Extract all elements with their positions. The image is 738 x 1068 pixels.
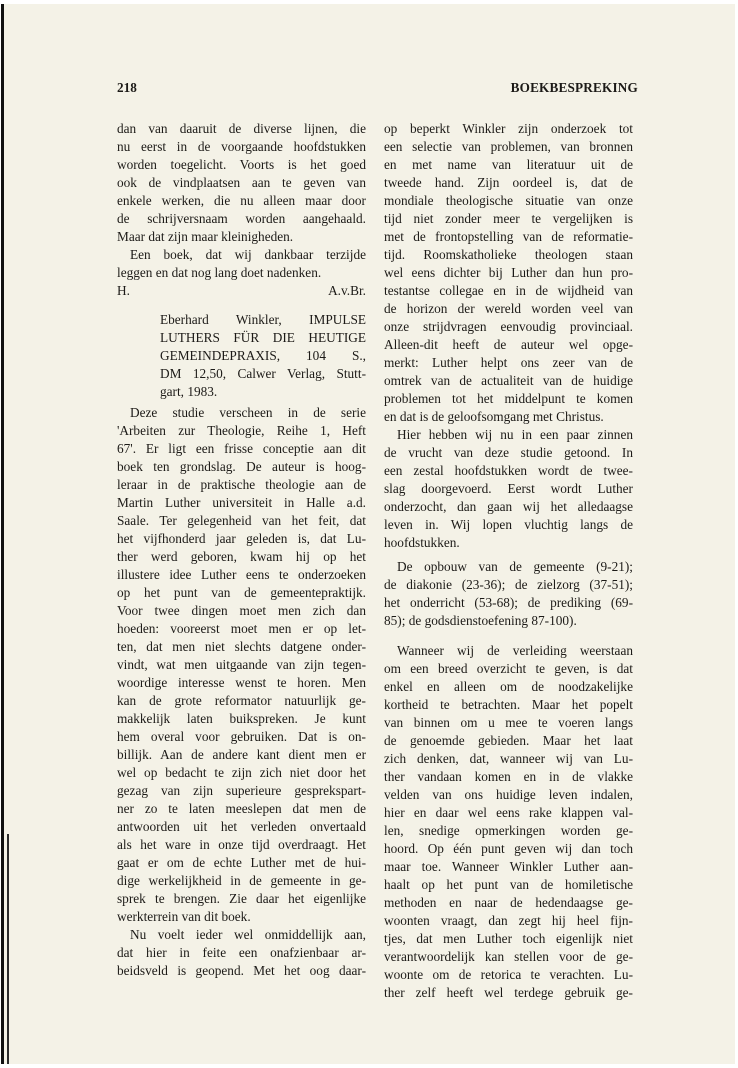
text-line: wel eens dichter bij Luther dan hun pro- (384, 265, 633, 280)
text-line: tijd niet zonder meer te vergelijken is (384, 211, 633, 226)
text-line: dige werkelijkheid in de gemeente in ge- (117, 873, 366, 888)
paragraph (117, 926, 366, 980)
text-line: enkel en alleen om de noodzakelijke (384, 679, 633, 694)
paragraph (384, 426, 633, 552)
text-line: hier en daar wel eens rake klappen val- (384, 805, 633, 820)
text-line: Martin Luther universiteit in Halle a.d. (117, 495, 366, 510)
text-line: Een boek, dat wij dankbaar terzijde (130, 247, 366, 262)
text-line: Voor twee dingen moet men zich dan (117, 603, 366, 618)
text-line: een zestal hoofdstukken wordt de twee- (384, 463, 633, 478)
text-line: zich denken, dat, wanneer wij van Lu- (384, 751, 633, 766)
text-line: maar toe. Wanneer Winkler Luther aan- (384, 859, 633, 874)
text-line: en dat is de geloofsomgang met Christus. (384, 409, 604, 424)
text-line: de diakonie (23-36); de zielzorg (37-51); (384, 577, 633, 592)
text-line: hem overal voor gebruiken. Dat is on- (117, 729, 366, 744)
text-line: ook de vindplaatsen aan te geven van (117, 175, 366, 190)
text-line: woordige interesse wenst te horen. Men (117, 675, 366, 690)
text-line: leven in. Wij lopen vluchtig langs de (384, 517, 633, 532)
text-line: leggen en dat nog lang doet nadenken. (117, 265, 322, 280)
text-line: met de frontopstelling van de reformatie- (384, 229, 633, 244)
text-line: Maar dat zijn maar kleinigheden. (117, 229, 294, 244)
heading-line: GEMEINDEPRAXIS, 104 S., (160, 348, 366, 363)
text-line: kortheid te betrachten. Maar het popelt (384, 697, 633, 712)
text-line: merkt: Luther helpt ons zeer van de (384, 355, 633, 370)
text-line: testantse collegae en in de wijdheid van (384, 283, 633, 298)
text-line: methoden en naar de hedendaagse ge- (384, 895, 633, 910)
right-column (384, 120, 633, 1002)
paragraph (384, 120, 633, 426)
chapter-list (384, 558, 633, 630)
text-line: ther zelf heeft wel terdege gebruik ge- (384, 985, 633, 1000)
text-line: de genoemde gebieden. Maar het laat (384, 733, 633, 748)
text-line: onze strijdvragen eenvoudig provinciaal. (384, 319, 633, 334)
text-line: en met name van literatuur uit de (384, 157, 633, 172)
text-line: hoord. Op één punt geven wij dan toch (384, 841, 633, 856)
text-line: Nu voelt ieder wel onmiddellijk aan, (130, 927, 366, 942)
text-line: Alleen-dit heeft de auteur wel opge- (384, 337, 633, 352)
text-line: woonten vraagt, dan zegt hij heel fijn- (384, 913, 633, 928)
text-line: verantwoordelijk kan stellen voor de ge- (384, 949, 633, 964)
text-line: hoeden: vooreerst moet men er op let- (117, 621, 366, 636)
text-line: billijk. Aan de andere kant dient men er (117, 747, 366, 762)
text-line: De opbouw van de gemeente (9-21); (397, 559, 633, 574)
text-line: ther werd geboren, kwam hij op het (117, 549, 366, 564)
heading-line: gart, 1983. (160, 384, 218, 399)
text-line: de schrijversnaam worden aangehaald. (117, 211, 366, 226)
text-line: boek ten grondslag. De auteur is hoog- (117, 459, 366, 474)
text-line: vindt, wat men uitgaande van zijn tegen- (117, 657, 366, 672)
text-line: Deze studie verscheen in de serie (130, 405, 366, 420)
text-line: het onderricht (53-68); de prediking (69- (384, 595, 633, 610)
text-line: gezag van zijn superieure gesprekspart- (117, 783, 366, 798)
text-line: tweede hand. Zijn oordeel is, dat de (384, 175, 633, 190)
text-line: de vrucht van deze studie getoond. In (384, 445, 633, 460)
text-line: ther vandaan komen en in de vlakke (384, 769, 633, 784)
paragraph (117, 246, 366, 282)
text-line: omtrek van de actualiteit van de huidige (384, 373, 633, 388)
text-line: het vijfhonderd jaar geleden is, dat Lu- (117, 531, 366, 546)
text-line: 85); de godsdienstoefening 87-100). (384, 613, 577, 628)
reviewer-initials: A.v.Br. (328, 283, 366, 298)
text-line: op het punt van de gemeentepraktijk. (117, 585, 366, 600)
text-line: slag doorgevoerd. Eerst wordt Luther (384, 481, 633, 496)
text-line: Hier hebben wij nu in een paar zinnen (397, 427, 633, 442)
text-line: enkele werken, die nu alleen maar door (117, 193, 366, 208)
text-line: beidsveld is geopend. Met het oog daar- (117, 963, 366, 978)
text-line: onderzocht, dan gaan wij het alledaagse (384, 499, 633, 514)
heading-line: LUTHERS FÜR DIE HEUTIGE (160, 330, 366, 345)
text-line: illustere idee Luther eens te onderzoeken (117, 567, 366, 582)
text-line: ner zo te laten meeslepen dat men de (117, 801, 366, 816)
text-line: mondiale theologische situatie van onze (384, 193, 633, 208)
text-line: kan de grote reformator natuurlijk ge- (117, 693, 366, 708)
text-line: wel op bedacht te zijn zich niet door het (117, 765, 366, 780)
paragraph (117, 120, 366, 246)
text-line: om een breed overzicht te geven, is dat (384, 661, 633, 676)
text-line: woonte om de retorica te verachten. Lu- (384, 967, 633, 982)
text-line: 67'. Er ligt een frisse conceptie aan dit (117, 441, 366, 456)
text-line: len, snedige opmerkingen worden ge- (384, 823, 633, 838)
text-line: hoofdstukken. (384, 535, 460, 550)
page-number: 218 (117, 80, 137, 95)
text-line: ten, dat men niet slechts datgene onder- (117, 639, 366, 654)
text-line: antwoorden uit het verleden onvertaald (117, 819, 366, 834)
scan-edge-mark (7, 834, 9, 1064)
text-line: worden toegelicht. Voorts is het goed (117, 157, 366, 172)
text-line: een selectie van problemen, van bronnen (384, 139, 633, 154)
text-line: makkelijk laten buikspreken. Je kunt (117, 711, 366, 726)
text-line: 'Arbeiten zur Theologie, Reihe 1, Heft (117, 423, 366, 438)
text-line: problemen tot het middelpunt te komen (384, 391, 633, 406)
text-line: van binnen om u mee te voeren langs (384, 715, 633, 730)
text-line: haalt op het punt van de homiletische (384, 877, 633, 892)
paragraph (117, 404, 366, 926)
heading-line: DM 12,50, Calwer Verlag, Stutt- (160, 366, 366, 381)
text-line: Saale. Ter gelegenheid van het feit, dat (117, 513, 366, 528)
text-line: dan van daaruit de diverse lijnen, die (117, 121, 366, 136)
text-line: dat hier in feite een onafzienbaar ar- (117, 945, 366, 960)
text-line: de horizon der wereld worden veel van (384, 301, 633, 316)
text-line: velden van ons huidige leven indalen, (384, 787, 633, 802)
text-line: leraar in de praktische theologie aan de (117, 477, 366, 492)
text-line: tijd. Roomskatholieke theologen staan (384, 247, 633, 262)
text-line: sprek te brengen. Zie daar het eigenlijke (117, 891, 366, 906)
left-column (117, 120, 366, 980)
text-line: tjes, dat men Luther toch eigenlijk niet (384, 931, 633, 946)
running-head: BOEKBESPREKING (510, 80, 638, 95)
text-line: op beperkt Winkler zijn onderzoek tot (384, 121, 633, 136)
text-line: als het ware in onze tijd overdraagt. Het (117, 837, 366, 852)
signature-initial: H. (117, 283, 130, 298)
text-line: werkterrein van dit boek. (117, 909, 251, 924)
review-signature (117, 282, 366, 300)
text-line: gaat er om de echte Luther met de hui- (117, 855, 366, 870)
text-line: Wanneer wij de verleiding weerstaan (397, 643, 633, 658)
review-heading (117, 311, 366, 401)
paragraph (384, 642, 633, 1002)
text-line: nu eerst in de voorgaande hoofdstukken (117, 139, 366, 154)
heading-line: Eberhard Winkler, IMPULSE (160, 312, 366, 327)
